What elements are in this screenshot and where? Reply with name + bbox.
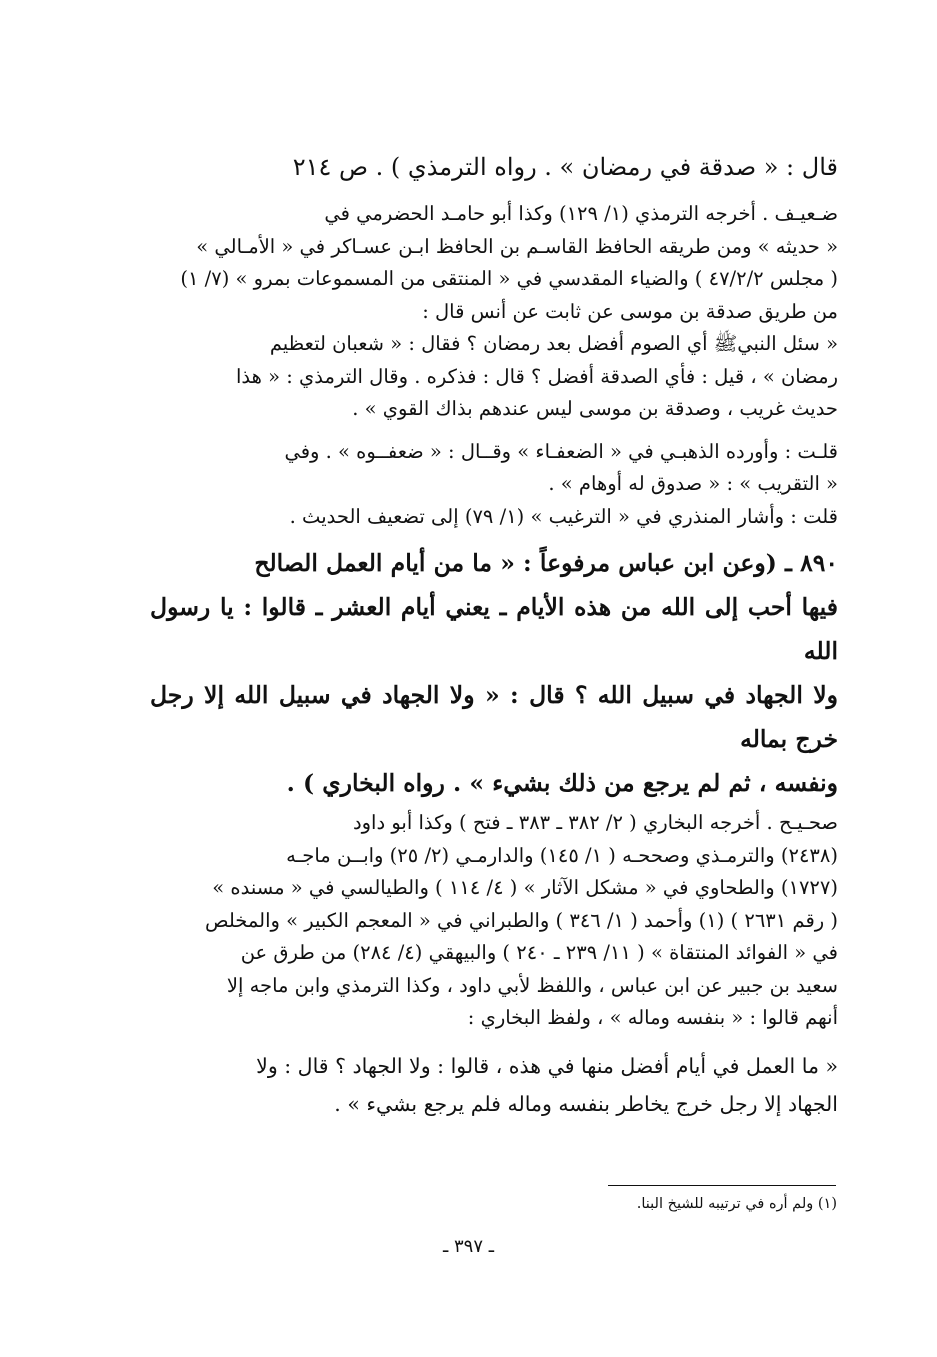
text-line: رمضان » ، قيل : فأي الصدقة أفضل ؟ قال : فذكره . وقال الترمذي : « هذا	[236, 364, 838, 388]
hadith-line: ولا الجهاد في سبيل الله ؟ قال : « ولا الجهاد في سبيل الله إلا رجل خرج بماله	[150, 681, 838, 753]
paragraph-spacer	[150, 426, 838, 436]
text-line: حديث غريب ، وصدقة بن موسى ليس عندهم بذاك القوي » .	[352, 397, 838, 420]
text-line: صحـيـح . أخرجه البخاري ( ٢/ ٣٨٢ ـ ٣٨٣ ـ فتح ) وكذا أبو داود	[352, 811, 838, 834]
text-line: الجهاد إلا رجل خرج يخاطر بنفسه وماله فلم يرجع بشيء » .	[334, 1091, 838, 1116]
text-line: (٢٤٣٨) والترمـذي وصححـه ( ١/ ١٤٥) والدارمـي (٢/ ٢٥) وابــن ماجـه	[286, 843, 838, 867]
page-body	[150, 150, 838, 1123]
text-line: « سئل النبيﷺ أي الصوم أفضل بعد رمضان ؟ فقال : « شعبان لتعظيم	[269, 332, 838, 355]
text-line: ( رقم ٢٦٣١ ) (١) وأحمد ( ١/ ٣٤٦ ) والطبراني في « المعجم الكبير » والمخلص	[204, 908, 838, 932]
text-line: (١٧٢٧) والطحاوي في « مشكل الآثار » ( ٤/ ١١٤ ) والطيالسي في « مسنده »	[212, 876, 838, 899]
text-line: « التقريب » : « صدوق له أوهام » .	[548, 472, 838, 495]
commentary-paragraph-5	[150, 807, 838, 1035]
text-line: قلـت : وأورده الذهبـي في « الضعفـاء » وقــال : « ضعفــوه » . وفي	[284, 439, 838, 463]
text-line: من طريق صدقة بن موسى عن ثابت عن أنس قال :	[422, 299, 838, 323]
text-line: قال : « صدقة في رمضان » . رواه الترمذي ) . ص ٢١٤	[292, 153, 838, 181]
commentary-paragraph-2	[150, 328, 838, 426]
bukhari-wording-quote	[150, 1047, 838, 1123]
text-line: قلت : وأشار المنذري في « الترغيب » (١/ ٧٩) إلى تضعيف الحديث .	[289, 504, 838, 528]
text-line: في « الفوائد المنتقاة » ( ١١/ ٢٣٩ ـ ٢٤٠ ) والبيهقي (٤/ ٢٨٤) من طرق عن	[240, 941, 838, 964]
hadith-line: فيها أحب إلى الله من هذه الأيام ـ يعني أيام العشر ـ قالوا : يا رسول الله	[150, 593, 838, 665]
text-line: سعيد بن جبير عن ابن عباس ، واللفظ لأبي داود ، وكذا الترمذي وابن ماجه إلا	[226, 973, 838, 997]
hadith-890	[150, 541, 838, 805]
previous-hadith-ending	[150, 150, 838, 184]
hadith-line: ونفسه ، ثم لم يرجع من ذلك بشيء » . رواه البخاري ) .	[286, 769, 838, 797]
text-line: « حديثه » ومن طريقه الحافظ القاسـم بن الحافظ ابـن عسـاكر في « الأمـالي »	[196, 234, 838, 258]
text-line: ضـعيـف . أخرجه الترمذي (١/ ١٢٩) وكذا أبو حامـد الحضرمي في	[324, 202, 838, 225]
footnote-divider	[608, 1185, 836, 1186]
commentary-paragraph-1	[150, 198, 838, 328]
text-line: ( مجلس ٤٧/٢/٢ ) والضياء المقدسي في « المنتقى من المسموعات بمرو » (٧/ ١)	[180, 267, 838, 290]
commentary-paragraph-4	[150, 501, 838, 534]
hadith-line: ٨٩٠ ـ (وعن ابن عباس مرفوعاً : « ما من أيام العمل الصالح	[254, 549, 838, 577]
text-line: « ما العمل في أيام أفضل منها في هذه ، قالوا : ولا الجهاد ؟ قال : ولا	[256, 1053, 838, 1078]
footnote: (١) ولم أره في ترتيبه للشيخ البنا.	[636, 1196, 837, 1212]
text-line: أنهم قالوا : « بنفسه وماله » ، ولفظ البخاري :	[467, 1006, 838, 1029]
commentary-paragraph-3	[150, 436, 838, 501]
page-number: ـ ٣٩٧ ـ	[442, 1236, 494, 1257]
